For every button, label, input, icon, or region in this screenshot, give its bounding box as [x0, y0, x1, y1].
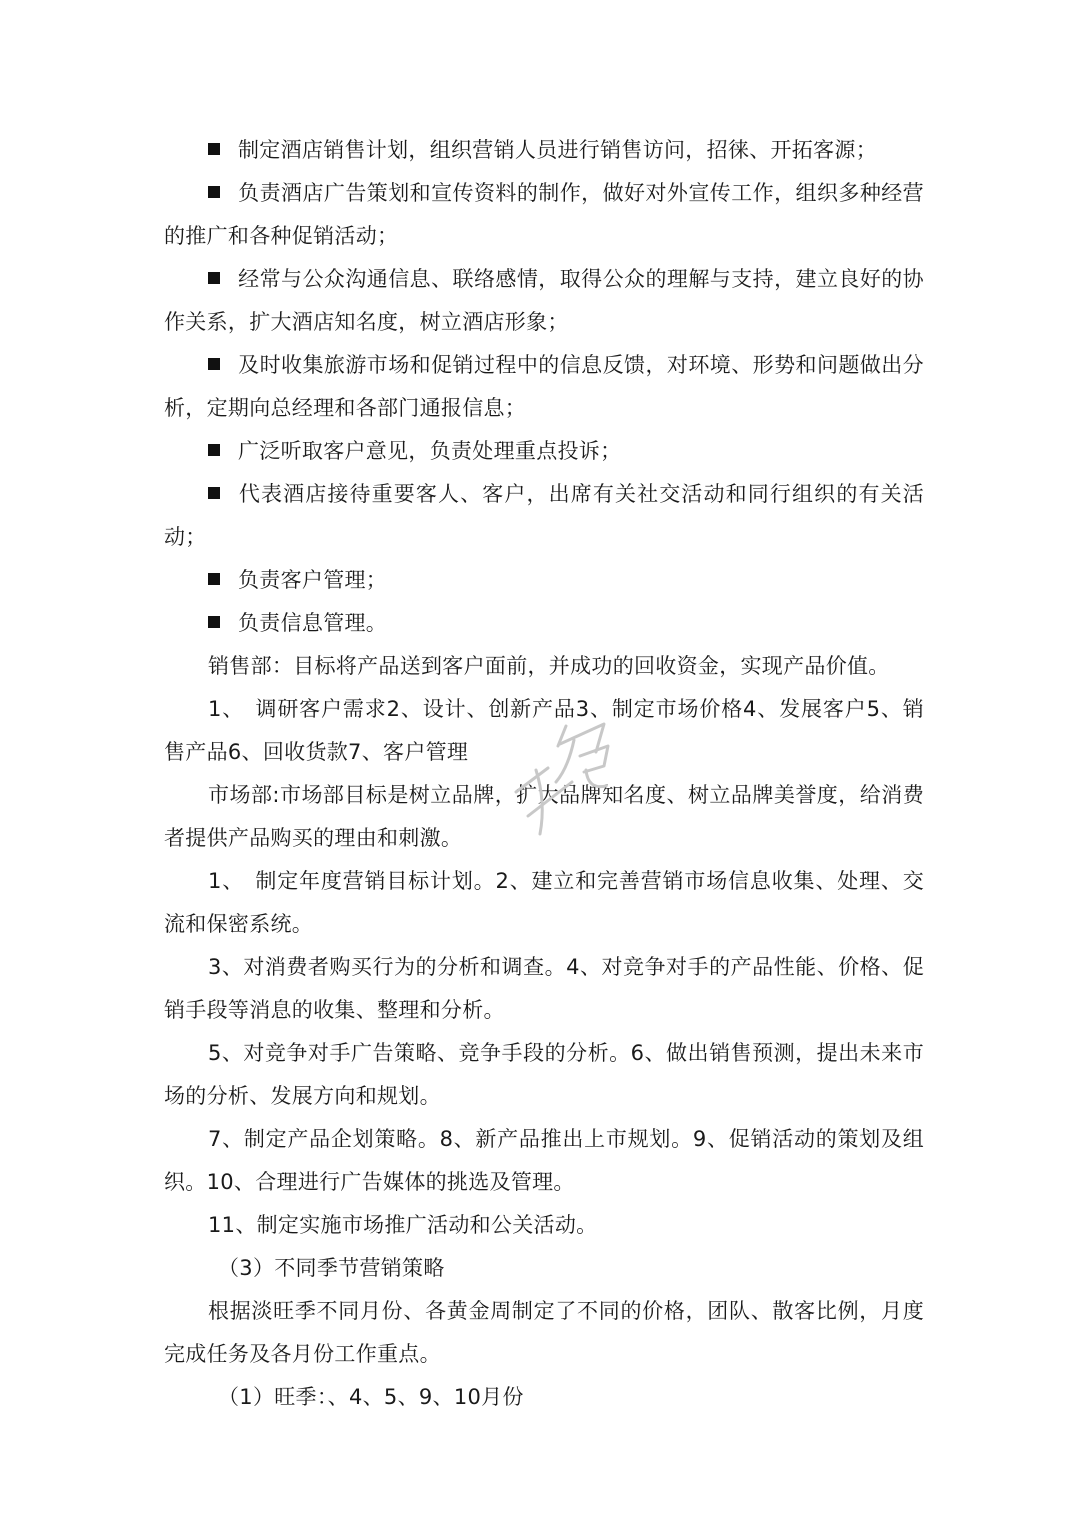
square-bullet-icon: [208, 272, 220, 284]
bullet-item: [164, 602, 924, 645]
bullet-text: 负责信息管理。: [238, 611, 388, 635]
season-intro-paragraph: 根据淡旺季不同月份、各黄金周制定了不同的价格，团队、散客比例，月度完成任务及各月份工作重点。: [164, 1299, 924, 1366]
bullet-item: [164, 473, 924, 559]
market-step-paragraph: 5、对竞争对手广告策略、竞争手段的分析。6、做出销售预测，提出未来市场的分析、发展方向和规划。: [164, 1041, 924, 1108]
square-bullet-icon: [208, 143, 220, 155]
square-bullet-icon: [208, 186, 220, 198]
bullet-text: 制定酒店销售计划，组织营销人员进行销售访问，招徕、开拓客源；: [238, 138, 877, 162]
bullet-text: 代表酒店接待重要客人、客户，出席有关社交活动和同行组织的有关活动；: [164, 482, 924, 549]
season-strategy-heading: （3）不同季节营销策略: [218, 1256, 445, 1280]
market-step-paragraph: 11、制定实施市场推广活动和公关活动。: [208, 1213, 598, 1237]
square-bullet-icon: [208, 487, 220, 499]
market-dept-paragraph: 市场部:市场部目标是树立品牌，扩大品牌知名度、树立品牌美誉度，给消费者提供产品购买的理由和刺激。: [164, 783, 924, 850]
sales-steps-paragraph: 1、 调研客户需求2、设计、创新产品3、制定市场价格4、发展客户5、销售产品6、回收货款7、客户管理: [164, 697, 924, 764]
square-bullet-icon: [208, 616, 220, 628]
market-step-paragraph: 3、对消费者购买行为的分析和调查。4、对竞争对手的产品性能、价格、促销手段等消息的收集、整理和分析。: [164, 955, 924, 1022]
bullet-text: 经常与公众沟通信息、联络感情，取得公众的理解与支持，建立良好的协作关系，扩大酒店知名度，树立酒店形象；: [164, 267, 924, 334]
bullet-item: [164, 129, 924, 172]
market-step-paragraph: 1、 制定年度营销目标计划。2、建立和完善营销市场信息收集、处理、交流和保密系统。: [164, 869, 924, 936]
bullet-item: [164, 172, 924, 258]
bullet-item: [164, 559, 924, 602]
bullet-item: [164, 258, 924, 344]
bullet-text: 负责酒店广告策划和宣传资料的制作，做好对外宣传工作，组织多种经营的推广和各种促销活动；: [164, 181, 924, 248]
market-step-paragraph: 7、制定产品企划策略。8、新产品推出上市规划。9、促销活动的策划及组织。10、合理进行广告媒体的挑选及管理。: [164, 1127, 924, 1194]
document-body: [164, 129, 924, 1419]
bullet-text: 及时收集旅游市场和促销过程中的信息反馈，对环境、形势和问题做出分析，定期向总经理和各部门通报信息；: [164, 353, 924, 420]
sales-dept-paragraph: 销售部：目标将产品送到客户面前，并成功的回收资金，实现产品价值。: [208, 654, 890, 678]
square-bullet-icon: [208, 573, 220, 585]
peak-season-line: （1）旺季：、4、5、9、10月份: [218, 1385, 524, 1409]
bullet-text: 广泛听取客户意见，负责处理重点投诉；: [238, 439, 622, 463]
bullet-item: [164, 430, 924, 473]
square-bullet-icon: [208, 358, 220, 370]
square-bullet-icon: [208, 444, 220, 456]
bullet-text: 负责客户管理；: [238, 568, 388, 592]
bullet-item: [164, 344, 924, 430]
